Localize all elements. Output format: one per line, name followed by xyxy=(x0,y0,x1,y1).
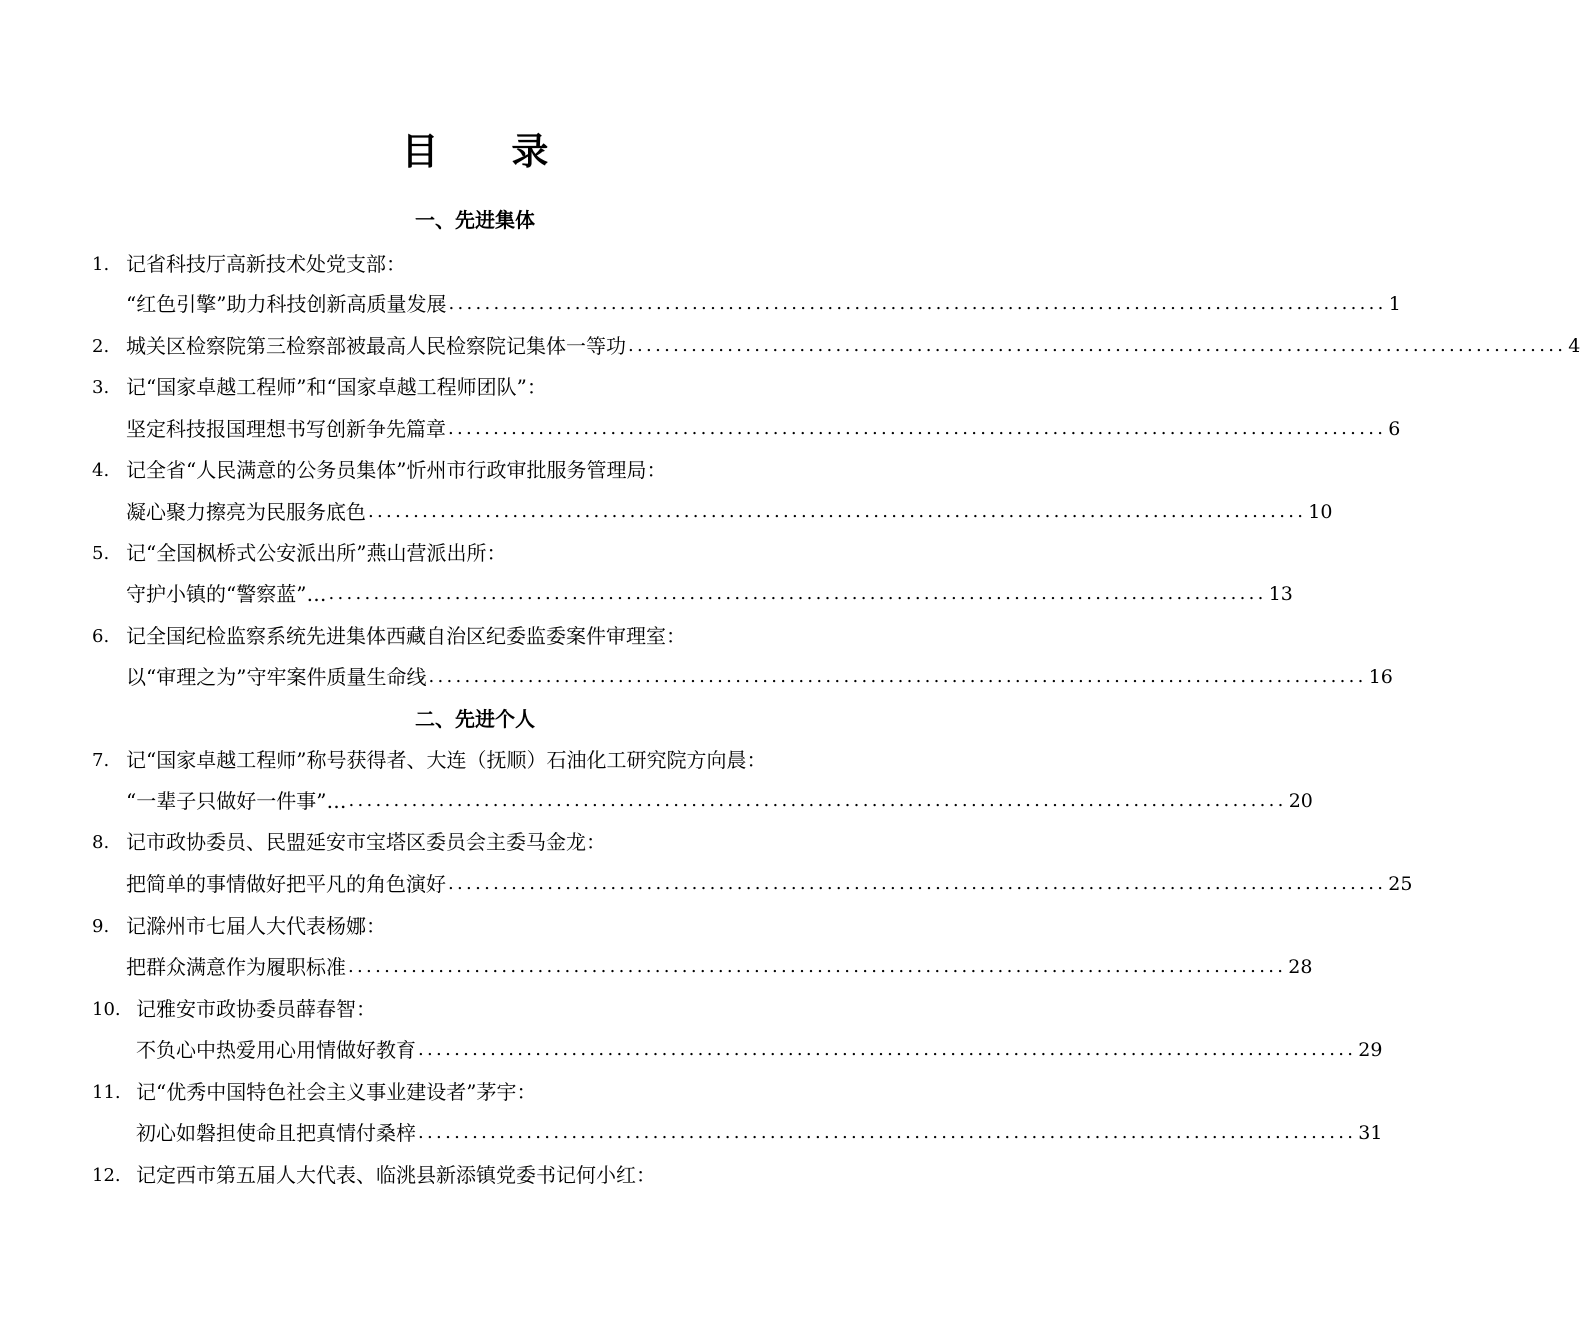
entry-number: 9. xyxy=(92,916,110,937)
entry-title[interactable]: 记省科技厅高新技术处党支部： xyxy=(126,252,406,276)
entry-title[interactable]: 记市政协委员、民盟延安市宝塔区委员会主委马金龙： xyxy=(126,830,606,854)
entry-subtitle: 把简单的事情做好把平凡的角色演好 xyxy=(126,872,446,896)
toc-entry-row[interactable] xyxy=(126,580,1293,608)
entry-title: 城关区检察院第三检察部被最高人民检察院记集体一等功 xyxy=(126,334,626,358)
entry-number: 5. xyxy=(92,543,110,564)
page-number: 31 xyxy=(1358,1122,1383,1144)
toc-entry-row[interactable] xyxy=(136,1119,1383,1147)
dot-leader: ........................................................................................................ xyxy=(328,583,1267,604)
page-number: 13 xyxy=(1268,583,1293,605)
entry-subtitle: 凝心聚力擦亮为民服务底色 xyxy=(126,500,366,524)
entry-subtitle: “一辈子只做好一件事”… xyxy=(126,789,347,813)
entry-subtitle: 守护小镇的“警察蓝”… xyxy=(126,582,327,606)
entry-number: 2. xyxy=(92,336,110,357)
entry-number: 4. xyxy=(92,460,110,481)
dot-leader: ........................................................................................................ xyxy=(348,956,1287,977)
page-number: 28 xyxy=(1288,956,1313,978)
entry-title[interactable]: 记雅安市政协委员薛春智： xyxy=(136,997,376,1021)
toc-entry-row[interactable] xyxy=(126,663,1393,691)
entry-title[interactable]: 记定西市第五届人大代表、临洮县新添镇党委书记何小红： xyxy=(136,1163,656,1187)
dot-leader: ........................................................................................................ xyxy=(628,335,1567,356)
entry-number: 7. xyxy=(92,750,110,771)
dot-leader: ........................................................................................................ xyxy=(448,873,1387,894)
page-number: 1 xyxy=(1388,293,1401,315)
entry-subtitle: 以“审理之为”守牢案件质量生命线 xyxy=(126,665,427,689)
section-heading-collective: 一、先进集体 xyxy=(415,208,535,232)
toc-entry-row[interactable] xyxy=(126,290,1401,318)
entry-number: 1. xyxy=(92,254,110,275)
entry-title[interactable]: 记“国家卓越工程师”和“国家卓越工程师团队”： xyxy=(126,375,547,399)
entry-number: 3. xyxy=(92,377,110,398)
dot-leader: ........................................................................................................ xyxy=(448,293,1387,314)
entry-subtitle: 坚定科技报国理想书写创新争先篇章 xyxy=(126,417,446,441)
section-heading-individual: 二、先进个人 xyxy=(415,707,535,731)
entry-number: 12. xyxy=(92,1165,121,1186)
entry-title[interactable]: 记全国纪检监察系统先进集体西藏自治区纪委监委案件审理室： xyxy=(126,624,686,648)
entry-subtitle: 初心如磐担使命且把真情付桑梓 xyxy=(136,1121,416,1145)
toc-entry-row[interactable] xyxy=(126,498,1333,526)
page-number: 20 xyxy=(1288,790,1313,812)
entry-title[interactable]: 记“全国枫桥式公安派出所”燕山营派出所： xyxy=(126,541,507,565)
entry-title[interactable]: 记滁州市七届人大代表杨娜： xyxy=(126,914,386,938)
toc-entry-row[interactable] xyxy=(136,1036,1383,1064)
dot-leader: ........................................................................................................ xyxy=(448,418,1387,439)
dot-leader: ........................................................................................................ xyxy=(348,790,1287,811)
entry-subtitle: “红色引擎”助力科技创新高质量发展 xyxy=(126,292,447,316)
toc-entry-row[interactable] xyxy=(126,870,1413,898)
dot-leader: ........................................................................................................ xyxy=(418,1039,1357,1060)
page-title: 目 录 xyxy=(401,130,579,173)
entry-subtitle: 不负心中热爱用心用情做好教育 xyxy=(136,1038,416,1062)
entry-number: 10. xyxy=(92,999,121,1020)
dot-leader: ........................................................................................................ xyxy=(418,1122,1357,1143)
toc-entry-row[interactable] xyxy=(126,787,1313,815)
page-number: 6 xyxy=(1388,418,1401,440)
entry-number: 8. xyxy=(92,832,110,853)
page-number: 10 xyxy=(1308,501,1333,523)
entry-title[interactable]: 记“国家卓越工程师”称号获得者、大连（抚顺）石油化工研究院方向晨： xyxy=(126,748,767,772)
toc-entry-row[interactable] xyxy=(126,332,1580,360)
toc-entry-row[interactable] xyxy=(126,953,1313,981)
page-number: 4 xyxy=(1568,335,1580,357)
dot-leader: ........................................................................................................ xyxy=(428,666,1367,687)
entry-title[interactable]: 记“优秀中国特色社会主义事业建设者”茅宇： xyxy=(136,1080,537,1104)
entry-title[interactable]: 记全省“人民满意的公务员集体”忻州市行政审批服务管理局： xyxy=(126,458,667,482)
page-number: 29 xyxy=(1358,1039,1383,1061)
toc-entry-row[interactable] xyxy=(126,415,1401,443)
entry-number: 6. xyxy=(92,626,110,647)
dot-leader: ........................................................................................................ xyxy=(368,501,1307,522)
page-number: 25 xyxy=(1388,873,1413,895)
page-number: 16 xyxy=(1368,666,1393,688)
entry-subtitle: 把群众满意作为履职标准 xyxy=(126,955,346,979)
entry-number: 11. xyxy=(92,1082,121,1103)
